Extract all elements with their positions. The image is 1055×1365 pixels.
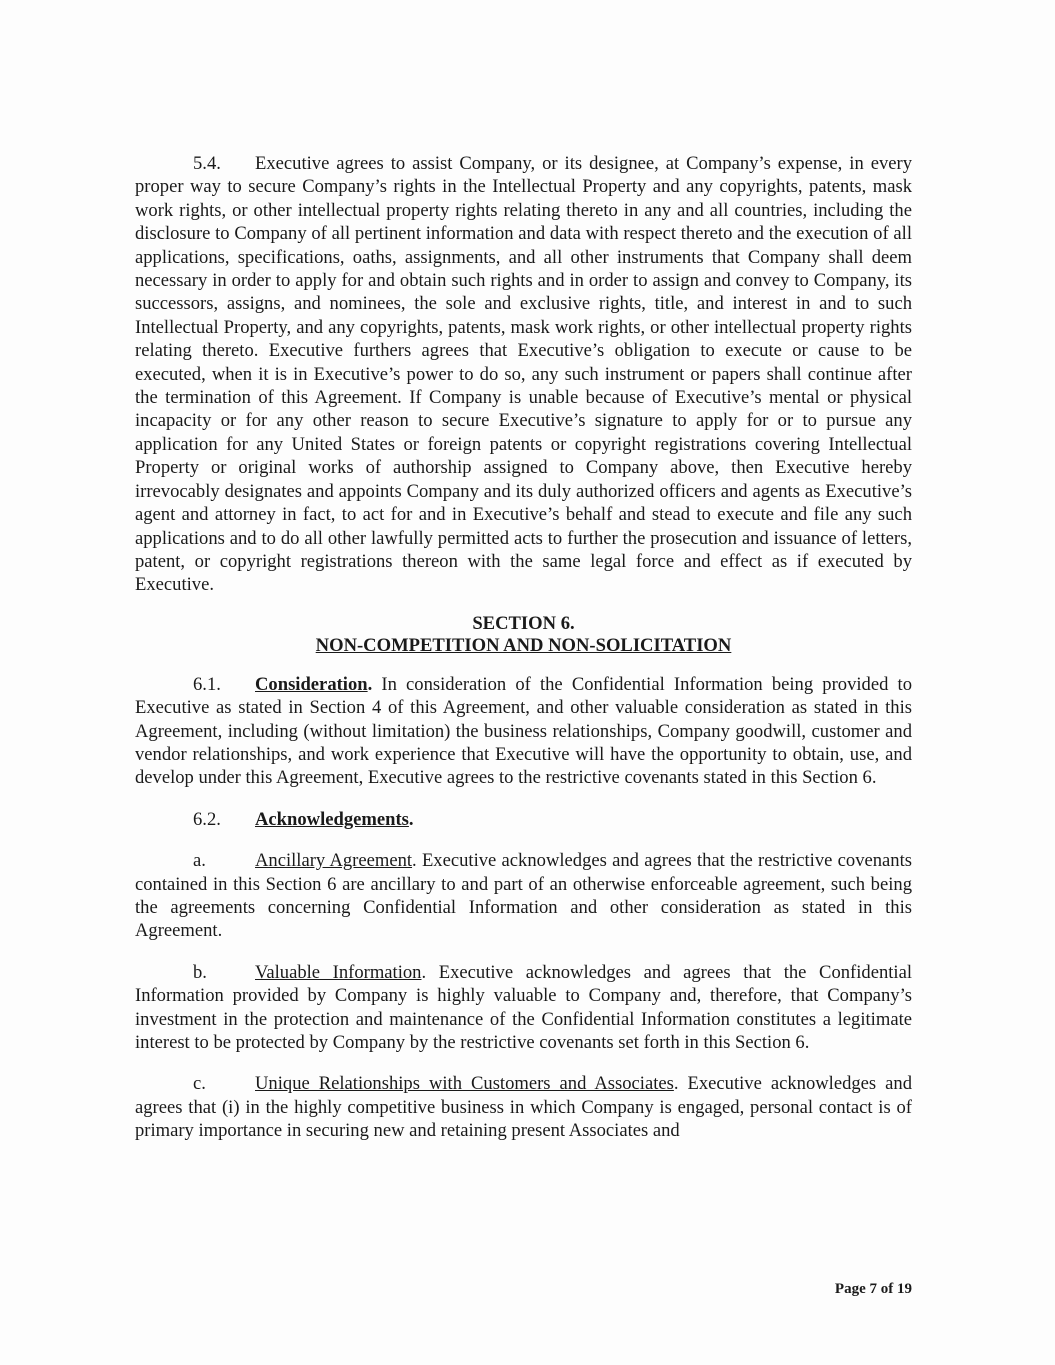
paragraph-6-1: 6.1. Consideration. In consideration of the Confidential Information being provided to Executive as stated in Section 4 of this Agreement, and other valuable consideration as stated in this Agreement, including (without limitation) the business relationships, Company goodwill, customer and vendor relationships, and work experience that Executive will have the opportunity to obtain, use, and develop under this Agreement, Executive agrees to the restrictive covenants stated in this Section 6. bbox=[135, 673, 912, 789]
paragraph-6-2: 6.2. Acknowledgements. bbox=[193, 808, 414, 830]
item-heading: Unique Relationships with Customers and Associates bbox=[255, 1073, 674, 1095]
section-title: NON-COMPETITION AND NON-SOLICITATION bbox=[315, 634, 732, 656]
item-letter: b. bbox=[193, 961, 207, 983]
paragraph-number: 5.4. bbox=[193, 153, 221, 174]
item-a: a. Ancillary Agreement. Executive acknowledges and agrees that the restrictive covenants contained in this Section 6 are ancillary to and part of an otherwise enforceable agreement, such being the agreements concerning Confidential Information and other consideration as stated in this Agreement. bbox=[135, 850, 912, 942]
paragraph-heading: Acknowledgements bbox=[255, 808, 409, 830]
paragraph-number: 6.1. bbox=[193, 673, 221, 695]
item-letter: c. bbox=[193, 1073, 206, 1095]
item-text: Executive acknowledges and agrees that the Confidential Information provided by Company is highly valuable to Company and, therefore, that Company’s investment in the protection and maintenance of the Confidential Information constitutes a legitimate interest to be protected by Company by the restrictive covenants set forth in this Section 6. bbox=[135, 961, 912, 1053]
paragraph-heading: Consideration bbox=[255, 673, 368, 695]
item-heading: Valuable Information bbox=[255, 961, 422, 983]
item-c: c. Unique Relationships with Customers and Associates. Executive acknowledges and agrees that (i) in the highly competitive business in which Company is engaged, personal contact is of primary importance in securing new and retaining present Associates and bbox=[135, 1073, 913, 1142]
item-b: b. Valuable Information. Executive acknowledges and agrees that the Confidential Information provided by Company is highly valuable to Company and, therefore, that Company’s investment in the protection and maintenance of the Confidential Information constitutes a legitimate interest to be protected by Company by the restrictive covenants set forth in this Section 6. bbox=[135, 961, 912, 1053]
section-heading: SECTION 6. bbox=[472, 612, 575, 634]
paragraph-text: In consideration of the Confidential Information being provided to Executive as stated in Section 4 of this Agreement, and other valuable consideration as stated in this Agreement, including (without limitation) the business relationships, Company goodwill, customer and vendor relationships, and work experience that Executive will have the opportunity to obtain, use, and develop under this Agreement, Executive agrees to the restrictive covenants stated in this Section 6. bbox=[135, 673, 912, 789]
item-text: Executive acknowledges and agrees that the restrictive covenants contained in this Section 6 are ancillary to and part of an otherwise enforceable agreement, such being the agreements concerning Confidential Information and other consideration as stated in this Agreement. bbox=[135, 850, 912, 942]
item-text: Executive acknowledges and agrees that (i) in the highly competitive business in which Company is engaged, personal contact is of primary importance in securing new and retaining present Associates and bbox=[135, 1073, 913, 1142]
paragraph-text: Executive agrees to assist Company, or its designee, at Company’s expense, in every proper way to secure Company’s rights in the Intellectual Property and any copyrights, patents, mask work rights, or other intellectual property rights relating thereto in any and all countries, including the disclosure to Company of all pertinent information and data with respect thereto and the execution of all applications, specifications, oaths, assignments, and all other instruments that Company shall deem necessary in order to apply for and obtain such rights and in order to assign and convey to Company, its successors, assigns, and nominees, the sole and exclusive rights, title, and interest in and to such Intellectual Property, and any copyrights, patents, mask work rights, or other intellectual property rights relating thereto. Executive furthers agrees that Executive’s obligation to execute or cause to be executed, when it is in Executive’s power to do so, any such instrument or papers shall continue after the termination of this Agreement. If Company is unable because of Executive’s mental or physical incapacity or for any other reason to secure Executive’s signature to apply for or to pursue any application for any United States or foreign patents or copyright registrations covering Intellectual Property or original works of authorship assigned to Company above, then Executive hereby irrevocably designates and appoints Company and its duly authorized officers and agents as Executive’s agent and attorney in fact, to act for and in Executive’s behalf and stead to execute and file any such applications and to do all other lawfully permitted acts to further the prosecution and issuance of letters, patent, or copyright registrations thereon with the same legal force and effect as if executed by Executive. bbox=[135, 153, 912, 596]
item-letter: a. bbox=[193, 850, 206, 872]
paragraph-5-4 bbox=[135, 152, 912, 597]
paragraph-number: 6.2. bbox=[193, 808, 221, 830]
item-heading: Ancillary Agreement bbox=[255, 850, 413, 872]
page-number: Page 7 of 19 bbox=[834, 1281, 912, 1297]
page-content bbox=[135, 152, 912, 1143]
